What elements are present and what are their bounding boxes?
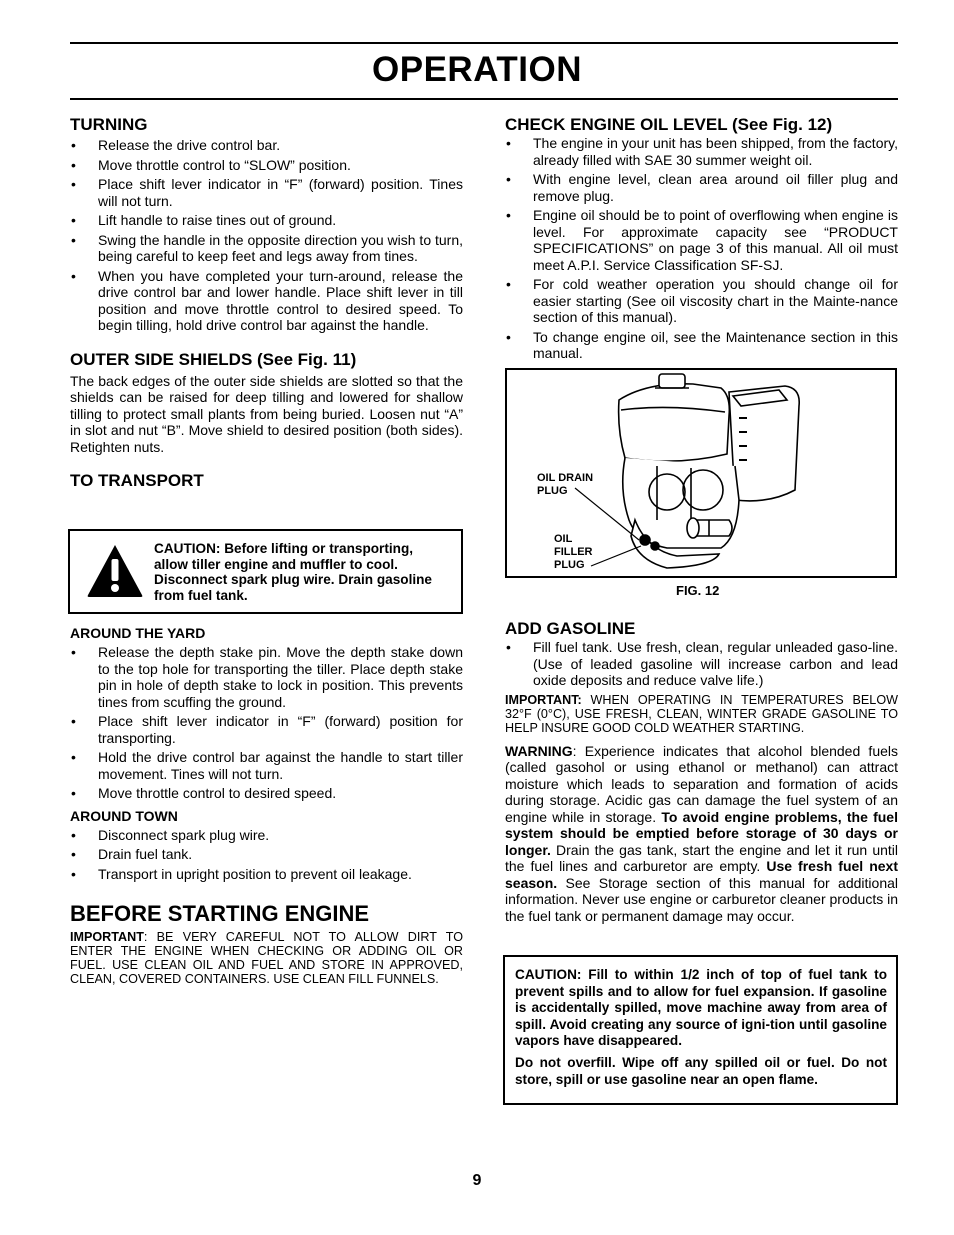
right-column — [505, 115, 898, 365]
gasoline-caution-text-2: Do not overfill. Wipe off any spilled oil or fuel. Do not store, spill or use gasoline near an open flame. — [515, 1055, 887, 1087]
around-town-heading: AROUND TOWN — [70, 807, 178, 824]
figure-caption: FIG. 12 — [676, 583, 720, 598]
transport-caution-text: CAUTION: Before lifting or transporting, allow tiller engine and muffler to cool. Disconnect spark plug wire. Drain gasoline from fuel tank. — [154, 541, 432, 603]
list-item: • Move throttle control to “SLOW” position. — [70, 157, 463, 174]
left-column-lower — [70, 625, 463, 986]
before-starting-engine-heading: BEFORE STARTING ENGINE — [70, 901, 370, 926]
list-item: • Transport in upright position to prevent oil leakage. — [70, 866, 463, 883]
turning-list — [70, 137, 463, 334]
list-item: • When you have completed your turn-around, release the drive control bar and lower handle. Place shift lever in till position and move throttle control to desired speed. To begin tilling, hold drive control bar against the handle. — [70, 268, 463, 334]
to-transport-heading: TO TRANSPORT — [70, 471, 204, 490]
outer-side-shields-heading: OUTER SIDE SHIELDS (See Fig. 11) — [70, 349, 357, 369]
list-item: • Swing the handle in the opposite direction you wish to turn, being careful to keep feet and legs away from tines. — [70, 232, 463, 265]
list-item: • Release the depth stake pin. Move the depth stake down to the top hole for transporting the tiller. Place depth stake pin in hole of depth stake to lock in position. This prevents tines from scuffing the ground. — [70, 644, 463, 710]
list-item: • To change engine oil, see the Maintenance section in this manual. — [505, 329, 898, 362]
list-item: • Fill fuel tank. Use fresh, clean, regular unleaded gaso-line. (Use of leaded gasoline will increase carbon and lead oxide deposits and reduce valve life.) — [505, 639, 898, 689]
gasoline-caution-box — [503, 955, 898, 1105]
list-item: • The engine in your unit has been shipped, from the factory, already filled with SAE 30 summer weight oil. — [505, 135, 898, 168]
before-starting-important — [70, 930, 463, 986]
oil-drain-plug-label: OIL DRAIN PLUG — [537, 472, 594, 497]
top-rule — [70, 42, 898, 44]
around-town-list — [70, 827, 463, 883]
list-item: • Disconnect spark plug wire. — [70, 827, 463, 844]
around-the-yard-heading: AROUND THE YARD — [70, 625, 206, 641]
list-item: • Place shift lever indicator in “F” (forward) position. Tines will not turn. — [70, 176, 463, 209]
page-title: OPERATION — [372, 50, 582, 89]
left-column — [70, 115, 463, 491]
right-column-lower — [505, 619, 898, 924]
check-oil-list — [505, 135, 898, 362]
transport-caution-box — [68, 529, 463, 614]
important-text: : BE VERY CAREFUL NOT TO ALLOW DIRT TO ENTER THE ENGINE WHEN CHECKING OR ADDING OIL OR FUEL. USE CLEAN OIL AND FUEL AND STORE IN APPROVED, CLEAN, COVERED CONTAINERS. USE CLEAN FILL FUNNELS. — [70, 930, 463, 986]
important-label: IMPORTANT — [70, 930, 144, 944]
turning-heading: TURNING — [70, 115, 148, 134]
list-item: • Engine oil should be to point of overflowing when engine is level. For approximate capacity see “PRODUCT SPECIFICATIONS” on page 3 of this manual. All oil must meet A.P.I. Service Classification SF-SJ. — [505, 207, 898, 273]
list-item: • Place shift lever indicator in “F” (forward) position for transporting. — [70, 713, 463, 746]
title-underline — [70, 98, 898, 100]
list-item: • With engine level, clean area around oil filler plug and remove plug. — [505, 171, 898, 204]
warning-icon — [86, 543, 144, 599]
engine-figure — [505, 368, 897, 578]
list-item: • Lift handle to raise tines out of ground. — [70, 212, 463, 229]
page-number: 9 — [472, 1172, 482, 1189]
list-item: • Move throttle control to desired speed. — [70, 785, 463, 802]
gasoline-caution-text-1: CAUTION: Fill to within 1/2 inch of top of fuel tank to prevent spills and to allow for fuel expansion. If gasoline is accidentally spilled, move machine away from area of spill. Avoid creating any source of igni-tion until gasoline vapors have disappeared. — [515, 967, 887, 1048]
important-text: WHEN OPERATING IN TEMPERATURES BELOW 32°F (0°C), USE FRESH, CLEAN, WINTER GRADE GASOLINE TO HELP INSURE GOOD COLD WEATHER STARTING. — [505, 692, 898, 735]
oil-filler-plug-label: OIL FILLER PLUG — [554, 533, 593, 571]
gasoline-important — [505, 693, 898, 735]
add-gasoline-heading: ADD GASOLINE — [505, 619, 636, 638]
list-item: • Release the drive control bar. — [70, 137, 463, 154]
outer-side-shields-text: The back edges of the outer side shields are slotted so that the shields can be raised for deep tilling and lowered for shallow tilling to protect small plants from being buried. Loosen nut “A” in slot and nut “B”. Move shield to desired position (both sides). Retighten nuts. — [70, 372, 463, 455]
list-item: • Hold the drive control bar against the handle to start tiller movement. Tines will not turn. — [70, 749, 463, 782]
around-the-yard-list — [70, 644, 463, 802]
list-item: • Drain fuel tank. — [70, 846, 463, 863]
list-item: • For cold weather operation you should change oil for easier starting (See oil viscosity chart in the Mainte-nance section of this manual). — [505, 276, 898, 326]
gasoline-warning: WARNING: Experience indicates that alcohol blended fuels (called gasohol or using ethanol or methanol) can attract moisture which leads to separation and formation of acids during storage. Acidic gas can damage the fuel system of an engine while in storage. To avoid engine problems, the fuel system should be emptied before storage of 30 days or longer. Drain the gas tank, start the engine and let it run until the fuel lines and carburetor are empty. Use fresh fuel next season. See Storage section of this manual for additional information. Never use engine or carburetor cleaner products in the fuel tank or permanent damage may occur. — [505, 742, 898, 924]
important-label: IMPORTANT: — [505, 692, 582, 707]
warning-label: WARNING — [505, 742, 573, 759]
check-oil-heading: CHECK ENGINE OIL LEVEL (See Fig. 12) — [505, 115, 833, 134]
add-gasoline-list — [505, 639, 898, 689]
